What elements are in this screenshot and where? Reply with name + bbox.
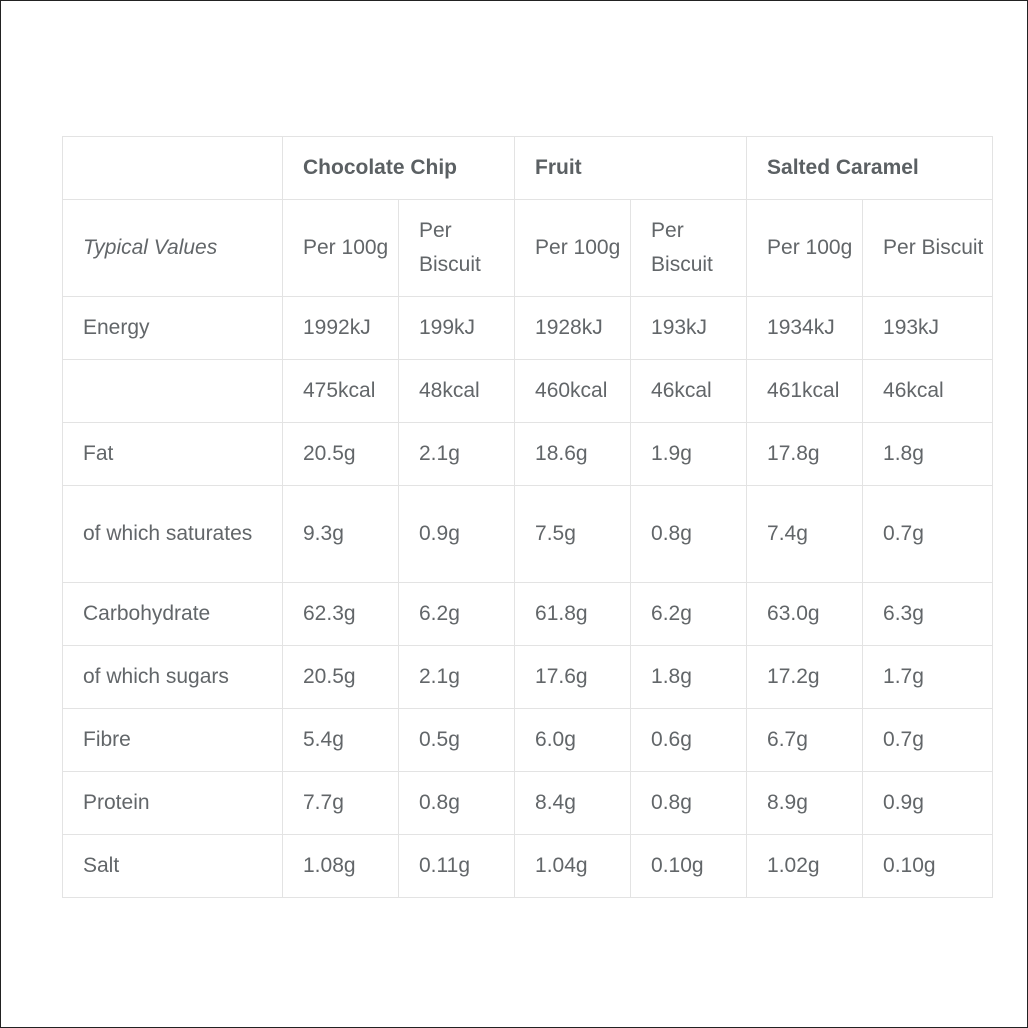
table-cell: 0.9g (863, 772, 993, 835)
corner-cell (63, 137, 283, 200)
product-header-row (63, 137, 993, 200)
table-cell: 193kJ (631, 297, 747, 360)
table-cell: 6.3g (863, 583, 993, 646)
table-cell: 8.4g (515, 772, 631, 835)
table-row-saturates (63, 486, 993, 583)
unit-header-row (63, 200, 993, 297)
table-cell: 0.10g (863, 835, 993, 898)
table-cell: 63.0g (747, 583, 863, 646)
table-cell: 1.8g (863, 423, 993, 486)
table-cell: 5.4g (283, 709, 399, 772)
table-cell: 46kcal (631, 360, 747, 423)
table-row-fibre (63, 709, 993, 772)
product-header-chocolate-chip: Chocolate Chip (283, 137, 515, 200)
row-label (63, 360, 283, 423)
table-cell: 193kJ (863, 297, 993, 360)
unit-header-per-biscuit: Per Biscuit (399, 200, 515, 297)
nutrition-table-scroll[interactable] (62, 136, 984, 899)
table-cell: 1.04g (515, 835, 631, 898)
table-cell: 1.7g (863, 646, 993, 709)
table-cell: 6.2g (631, 583, 747, 646)
unit-header-per-100g: Per 100g (747, 200, 863, 297)
table-cell: 7.5g (515, 486, 631, 583)
table-row-carbohydrate (63, 583, 993, 646)
table-cell: 6.7g (747, 709, 863, 772)
row-label: Fibre (63, 709, 283, 772)
table-cell: 2.1g (399, 423, 515, 486)
table-cell: 17.6g (515, 646, 631, 709)
table-cell: 475kcal (283, 360, 399, 423)
table-cell: 0.7g (863, 709, 993, 772)
unit-header-per-biscuit: Per Biscuit (631, 200, 747, 297)
table-cell: 7.4g (747, 486, 863, 583)
table-cell: 17.2g (747, 646, 863, 709)
typical-values-label: Typical Values (63, 200, 283, 297)
table-cell: 1.9g (631, 423, 747, 486)
table-row-salt (63, 835, 993, 898)
table-cell: 1928kJ (515, 297, 631, 360)
table-cell: 0.10g (631, 835, 747, 898)
table-cell: 20.5g (283, 646, 399, 709)
table-cell: 6.2g (399, 583, 515, 646)
table-cell: 20.5g (283, 423, 399, 486)
table-cell: 2.1g (399, 646, 515, 709)
table-cell: 9.3g (283, 486, 399, 583)
table-cell: 8.9g (747, 772, 863, 835)
table-cell: 0.8g (631, 486, 747, 583)
row-label: Salt (63, 835, 283, 898)
row-label: Protein (63, 772, 283, 835)
row-label: Carbohydrate (63, 583, 283, 646)
nutrition-table (62, 136, 993, 898)
table-row-energy-kj (63, 297, 993, 360)
table-row-protein (63, 772, 993, 835)
table-cell: 460kcal (515, 360, 631, 423)
table-cell: 1.8g (631, 646, 747, 709)
table-cell: 1992kJ (283, 297, 399, 360)
table-cell: 1.02g (747, 835, 863, 898)
table-cell: 0.6g (631, 709, 747, 772)
table-row-energy-kcal (63, 360, 993, 423)
row-label: of which sugars (63, 646, 283, 709)
table-cell: 0.5g (399, 709, 515, 772)
table-cell: 0.8g (399, 772, 515, 835)
table-cell: 0.8g (631, 772, 747, 835)
product-header-fruit: Fruit (515, 137, 747, 200)
row-label: Fat (63, 423, 283, 486)
product-header-salted-caramel: Salted Caramel (747, 137, 993, 200)
table-row-sugars (63, 646, 993, 709)
table-cell: 0.7g (863, 486, 993, 583)
unit-header-per-100g: Per 100g (283, 200, 399, 297)
table-cell: 61.8g (515, 583, 631, 646)
table-cell: 18.6g (515, 423, 631, 486)
table-cell: 0.9g (399, 486, 515, 583)
table-cell: 199kJ (399, 297, 515, 360)
row-label: Energy (63, 297, 283, 360)
table-cell: 7.7g (283, 772, 399, 835)
table-row-fat (63, 423, 993, 486)
table-cell: 6.0g (515, 709, 631, 772)
table-cell: 1934kJ (747, 297, 863, 360)
table-cell: 0.11g (399, 835, 515, 898)
table-cell: 46kcal (863, 360, 993, 423)
table-cell: 62.3g (283, 583, 399, 646)
unit-header-per-100g: Per 100g (515, 200, 631, 297)
row-label: of which saturates (63, 486, 283, 583)
table-cell: 1.08g (283, 835, 399, 898)
table-cell: 461kcal (747, 360, 863, 423)
table-cell: 17.8g (747, 423, 863, 486)
unit-header-per-biscuit: Per Biscuit (863, 200, 993, 297)
table-cell: 48kcal (399, 360, 515, 423)
